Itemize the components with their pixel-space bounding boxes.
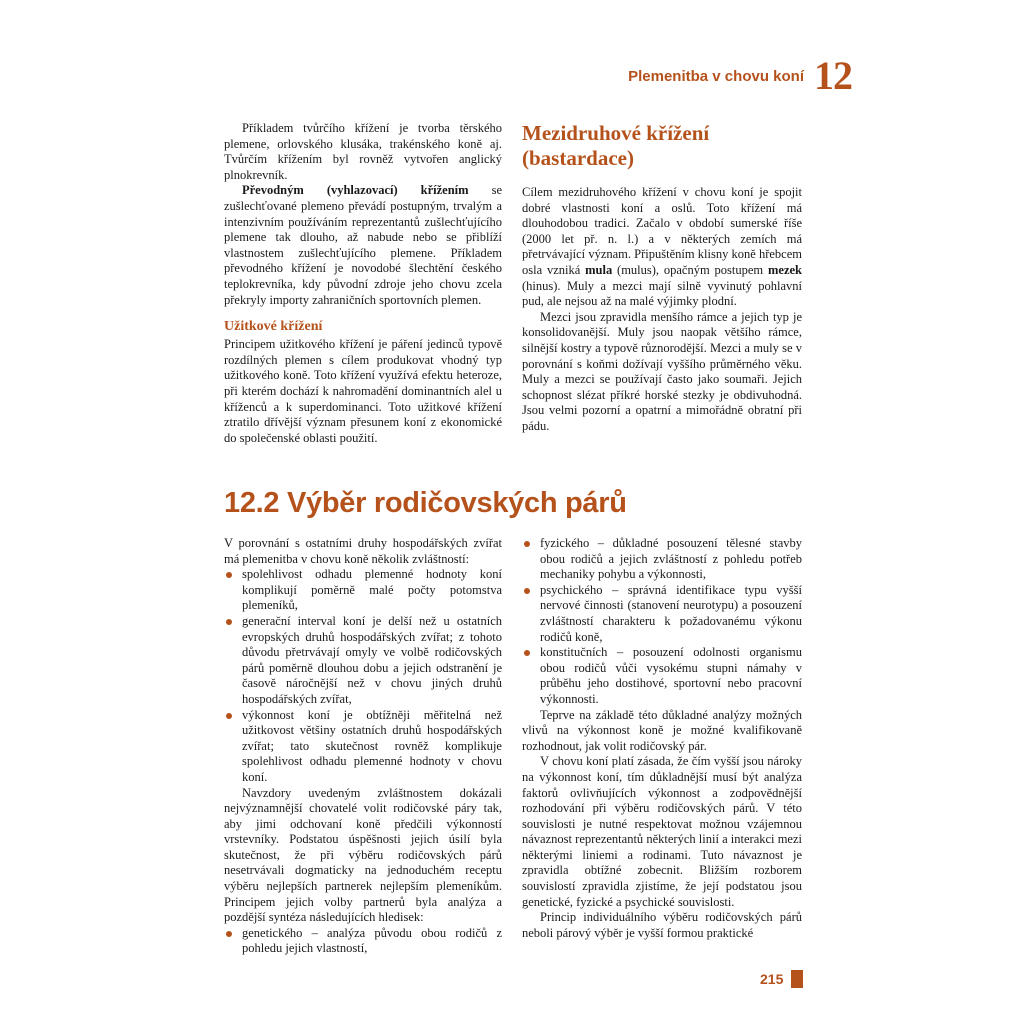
running-header-title: Plemenitba v chovu koní xyxy=(628,67,804,85)
section-title: 12.2 Výběr rodičovských párů xyxy=(224,487,627,519)
chapter-number: 12 xyxy=(814,53,852,98)
list-item-text: výkonnost koní je obtížněji měřitelná než užitkovost většiny ostatních druhů hospodářských zvířat; tato skutečnost rovněž komplikuje spolehlivost odhadu plemenné hodnoty v chovu koní. xyxy=(242,707,502,784)
list-item-text: genetického – analýza původu obou rodičů z pohledu jejich vlastností, xyxy=(242,925,502,956)
paragraph: Principem užitkového křížení je páření jedinců typově rozdílných plemen s cílem produkovat vhodný typ užitkového koně. Toto křížení využívá efektu heteroze, při kterém dochází k nahromadění dominantních alel u kříženců a k superdominanci. Toto užitkové křížení ztratilo dřívější význam přesunem koní z ekonomické do společenské oblasti použití. xyxy=(224,337,502,445)
paragraph-text: (hinus). Muly a mezci mají silně vyvinutý pohlavní pud, ale nejsou až na malé výjimky plodní. xyxy=(522,278,802,309)
list-item xyxy=(522,583,802,645)
bullet-icon xyxy=(226,713,232,719)
list-item xyxy=(224,614,502,708)
paragraph: Navzdory uvedeným zvláštnostem dokázali nejvýznamnější chovatelé volit rodičovské páry tak, aby jimi odchovaní koně předčili výkonností vrstevníky. Podstatou úspěšnosti jejich úsilí byla skutečnost, že při výběru rodičovských párů nesetrvávali dogmaticky na jednoduchém receptu výběru nejlepších partnerek nejlepším plemeníkům. Principem jejich volby partnerů byla analýza a pozdější syntéza následujících hledisek: xyxy=(224,785,502,925)
paragraph xyxy=(224,183,502,308)
list-item-text: fyzického – důkladné posouzení tělesné stavby obou rodičů a jejich zvláštností z pohledu potřeb mechaniky pohybu a výkonnosti, xyxy=(540,536,802,582)
paragraph xyxy=(522,185,802,310)
heading xyxy=(522,121,802,171)
bullet-icon xyxy=(226,931,232,937)
bullet-list xyxy=(224,567,502,785)
list-item-text: konstitučních – posouzení odolnosti organismu obou rodičů vůči vysokému stupni námahy v průběhu jeho dostihové, sportovní nebo pracovní výkonnosti. xyxy=(540,645,802,706)
list-item-text: spolehlivost odhadu plemenné hodnoty koní komplikují poměrně malé počty potomstva plemeníků, xyxy=(242,567,502,613)
paragraph: Mezci jsou zpravidla menšího rámce a jejich typ je konsolidovanější. Muly jsou naopak většího rámce, silnější kostry a typově různorodější. Mezci a muly se v porovnání s koňmi dožívají vyššího průměrného věku. Muly a mezci se používají často jako soumaři. Jejich schopnost slézat příkré horské stezky je obdivuhodná. Jsou velmi pozorní a opatrní a mimořádně obratní při pádu. xyxy=(522,309,802,433)
list-item xyxy=(522,645,802,707)
bullet-icon xyxy=(524,650,530,656)
list-item-text: generační interval koní je delší než u ostatních evropských druhů hospodářských zvířat; z tohoto důvodu přetrvávají omyly ve volbě rodičovských párů poměrně dlouhou dobu a jejich odstranění je časově náročnější než v chovu jiných druhů hospodářských zvířat, xyxy=(242,613,502,706)
paragraph: Teprve na základě této důkladné analýzy možných vlivů na výkonnost koně je možné kvalifikovaně rozhodnout, jak volit rodičovský pár. xyxy=(522,707,802,753)
heading-line: Mezidruhové křížení xyxy=(522,121,710,145)
subheading: Užitkové křížení xyxy=(224,319,323,335)
bold-term: Převodným (vyhlazovací) křížením xyxy=(242,183,469,198)
list-item xyxy=(224,926,502,957)
column-bottom-right xyxy=(522,536,802,941)
list-item xyxy=(224,567,502,614)
bullet-list xyxy=(522,536,802,708)
bold-term: mezek xyxy=(767,262,802,277)
bullet-icon xyxy=(226,619,232,625)
page-marker-block xyxy=(791,970,803,988)
paragraph-text: (mulus), opačným postupem xyxy=(612,262,768,277)
list-item xyxy=(522,536,802,583)
paragraph: Princip individuálního výběru rodičovských párů neboli párový výběr je vyšší formou praktické xyxy=(522,910,802,940)
column-top-right xyxy=(522,121,802,435)
list-item-text: psychického – správná identifikace typu vyšší nervové činnosti (stanovení neurotypu) a posouzení zvláštností charakteru k požadovanému výkonu rodičů koně, xyxy=(540,582,802,644)
paragraph-text: Cílem mezidruhového křížení v chovu koní je spojit dobré vlastnosti koní a oslů. Toto křížení má dlouhodobou tradici. Začalo v období sumerské říše (2000 let př. n. l.) a v některých zemích má přetrvávající význam. Připuštěním klisny koně hřebcem osla vzniká xyxy=(522,185,802,277)
column-top-left xyxy=(224,121,502,446)
column-bottom-left xyxy=(224,536,502,957)
paragraph-text: se zušlechťované plemeno převádí postupným, trvalým a intenzivním používáním reprezentantů zušlechťujícího plemene tak dlouho, až nabude nebo se přiblíží vlastnostem zušlechťujícího plemene. Příkladem převodného křížení je novodobé šlechtění českého teplokrevníka, kdy původní zdroje jeho chovu zcela překryly importy zahraničních sportovních plemen. xyxy=(224,183,502,307)
page-number: 215 xyxy=(760,971,784,987)
page-footer xyxy=(760,968,803,990)
running-header xyxy=(628,53,852,98)
bullet-icon xyxy=(524,588,530,594)
heading-line: (bastardace) xyxy=(522,146,634,170)
paragraph: Příkladem tvůrčího křížení je tvorba těrského plemene, orlovského klusáka, trakénského koně aj. Tvůrčím křížením byl rovněž vytvořen anglický plnokrevník. xyxy=(224,121,502,182)
list-item xyxy=(224,708,502,786)
bullet-icon xyxy=(226,572,232,578)
bullet-icon xyxy=(524,541,530,547)
paragraph: V chovu koní platí zásada, že čím vyšší jsou nároky na výkonnost koní, tím důkladnější musí být analýza faktorů ovlivňujících výkonnost a zodpovědnější rozhodování při výběru rodičovských párů. V této souvislosti je nutné respektovat možnou vzájemnou návaznost reprezentantů některých linií a interakci mezi některými liniemi a rodinami. Tuto návaznost je zpravidla obtížné zobecnit. Bližším rozborem souvislostí zpravidla zjistíme, že její podstatou jsou genetické, fyzické a psychické souvislosti. xyxy=(522,754,802,909)
bullet-list xyxy=(224,926,502,957)
paragraph: V porovnání s ostatními druhy hospodářských zvířat má plemenitba v chovu koně několik zvláštností: xyxy=(224,536,502,566)
bold-term: mula xyxy=(585,262,613,277)
